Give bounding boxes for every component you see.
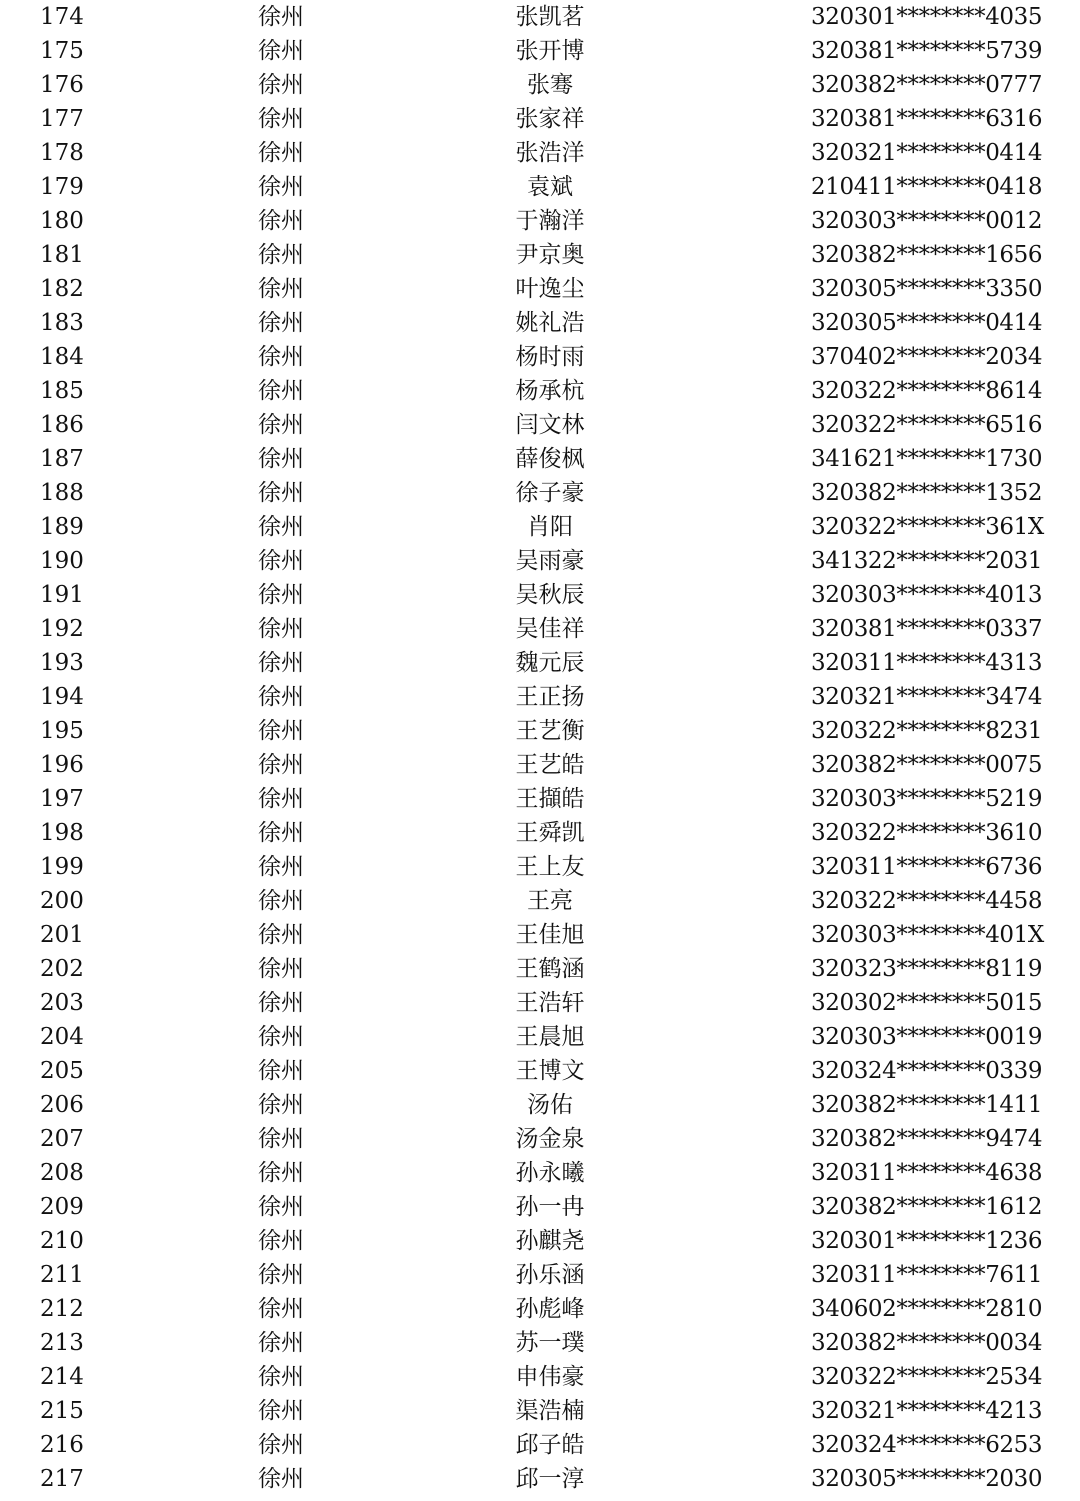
row-id-number: 320311********4638: [811, 1160, 1043, 1186]
row-number: 197: [40, 786, 84, 812]
table-row: [0, 1156, 1080, 1190]
row-name: 闫文林: [515, 412, 585, 438]
row-city: 徐州: [258, 956, 304, 982]
row-number: 195: [40, 718, 84, 744]
table-row: [0, 714, 1080, 748]
row-city: 徐州: [258, 514, 304, 540]
table-row: [0, 748, 1080, 782]
row-city: 徐州: [258, 276, 304, 302]
row-name: 张浩洋: [515, 140, 585, 166]
row-name: 袁斌: [527, 174, 573, 200]
row-city: 徐州: [258, 242, 304, 268]
row-id-number: 320322********361X: [811, 514, 1044, 540]
table-row: [0, 1224, 1080, 1258]
row-name: 孙一冉: [515, 1194, 585, 1220]
row-name: 徐子豪: [515, 480, 585, 506]
row-name: 申伟豪: [515, 1364, 585, 1390]
table-row: [0, 272, 1080, 306]
row-number: 199: [40, 854, 84, 880]
row-id-number: 320381********6316: [811, 106, 1043, 132]
row-city: 徐州: [258, 72, 304, 98]
row-city: 徐州: [258, 752, 304, 778]
row-city: 徐州: [258, 1262, 304, 1288]
row-id-number: 320382********1612: [811, 1194, 1043, 1220]
row-id-number: 320301********1236: [811, 1228, 1043, 1254]
row-city: 徐州: [258, 1058, 304, 1084]
table-row: [0, 340, 1080, 374]
table-row: [0, 952, 1080, 986]
row-city: 徐州: [258, 412, 304, 438]
row-city: 徐州: [258, 1398, 304, 1424]
row-id-number: 320303********4013: [811, 582, 1043, 608]
row-city: 徐州: [258, 650, 304, 676]
row-id-number: 320382********0034: [811, 1330, 1043, 1356]
row-id-number: 320324********6253: [811, 1432, 1043, 1458]
row-name: 吴秋辰: [515, 582, 585, 608]
row-id-number: 320301********4035: [811, 4, 1043, 30]
row-number: 175: [40, 38, 84, 64]
row-id-number: 320382********9474: [811, 1126, 1043, 1152]
row-id-number: 320381********5739: [811, 38, 1043, 64]
row-name: 王艺衡: [515, 718, 585, 744]
row-number: 191: [40, 582, 84, 608]
row-name: 尹京奥: [515, 242, 585, 268]
row-name: 张开博: [515, 38, 585, 64]
table-row: [0, 442, 1080, 476]
table-row: [0, 1088, 1080, 1122]
row-id-number: 320311********6736: [811, 854, 1043, 880]
row-city: 徐州: [258, 616, 304, 642]
table-row: [0, 612, 1080, 646]
row-name: 王博文: [515, 1058, 585, 1084]
row-name: 张家祥: [515, 106, 585, 132]
row-city: 徐州: [258, 1092, 304, 1118]
row-id-number: 320322********8614: [811, 378, 1043, 404]
row-number: 189: [40, 514, 84, 540]
row-city: 徐州: [258, 1364, 304, 1390]
table-row: [0, 1326, 1080, 1360]
row-id-number: 320321********0414: [811, 140, 1043, 166]
row-name: 孙永曦: [515, 1160, 585, 1186]
table-row: [0, 782, 1080, 816]
row-number: 209: [40, 1194, 84, 1220]
row-id-number: 370402********2034: [811, 344, 1043, 370]
row-number: 204: [40, 1024, 84, 1050]
row-id-number: 320303********5219: [811, 786, 1043, 812]
table-row: [0, 1258, 1080, 1292]
table-row: [0, 408, 1080, 442]
row-city: 徐州: [258, 820, 304, 846]
row-city: 徐州: [258, 922, 304, 948]
table-row: [0, 1360, 1080, 1394]
row-number: 181: [40, 242, 84, 268]
row-id-number: 320322********3610: [811, 820, 1043, 846]
row-number: 214: [40, 1364, 84, 1390]
row-city: 徐州: [258, 378, 304, 404]
table-row: [0, 1462, 1080, 1496]
row-name: 孙麒尧: [515, 1228, 585, 1254]
row-city: 徐州: [258, 786, 304, 812]
row-id-number: 320302********5015: [811, 990, 1043, 1016]
row-id-number: 320322********8231: [811, 718, 1043, 744]
table-row: [0, 34, 1080, 68]
row-name: 王鹤涵: [515, 956, 585, 982]
row-name: 王佳旭: [515, 922, 585, 948]
row-name: 王浩轩: [515, 990, 585, 1016]
row-number: 187: [40, 446, 84, 472]
row-name: 苏一璞: [515, 1330, 585, 1356]
row-id-number: 320382********1656: [811, 242, 1043, 268]
row-number: 194: [40, 684, 84, 710]
row-name: 王擷皓: [515, 786, 585, 812]
row-name: 于瀚洋: [515, 208, 585, 234]
row-id-number: 320322********6516: [811, 412, 1043, 438]
row-number: 174: [40, 4, 84, 30]
row-name: 王晨旭: [515, 1024, 585, 1050]
row-city: 徐州: [258, 38, 304, 64]
table-row: [0, 1122, 1080, 1156]
row-name: 肖阳: [527, 514, 573, 540]
row-id-number: 320305********0414: [811, 310, 1043, 336]
table-row: [0, 1292, 1080, 1326]
table-row: [0, 544, 1080, 578]
row-number: 183: [40, 310, 84, 336]
row-city: 徐州: [258, 888, 304, 914]
table-row: [0, 1054, 1080, 1088]
row-city: 徐州: [258, 1466, 304, 1492]
row-name: 张骞: [527, 72, 573, 98]
table-row: [0, 0, 1080, 34]
row-number: 192: [40, 616, 84, 642]
table-row: [0, 986, 1080, 1020]
row-name: 孙彪峰: [515, 1296, 585, 1322]
table-row: [0, 102, 1080, 136]
row-id-number: 320305********3350: [811, 276, 1043, 302]
row-id-number: 210411********0418: [811, 174, 1043, 200]
row-name: 孙乐涵: [515, 1262, 585, 1288]
row-city: 徐州: [258, 106, 304, 132]
row-number: 202: [40, 956, 84, 982]
row-number: 176: [40, 72, 84, 98]
row-number: 207: [40, 1126, 84, 1152]
row-city: 徐州: [258, 1432, 304, 1458]
row-city: 徐州: [258, 174, 304, 200]
row-number: 188: [40, 480, 84, 506]
row-number: 198: [40, 820, 84, 846]
row-id-number: 320305********2030: [811, 1466, 1043, 1492]
table-row: [0, 680, 1080, 714]
table-row: [0, 510, 1080, 544]
row-city: 徐州: [258, 446, 304, 472]
row-number: 210: [40, 1228, 84, 1254]
row-city: 徐州: [258, 684, 304, 710]
table-row: [0, 204, 1080, 238]
row-id-number: 320311********4313: [811, 650, 1043, 676]
table-row: [0, 1394, 1080, 1428]
row-number: 208: [40, 1160, 84, 1186]
row-name: 薛俊枫: [515, 446, 585, 472]
row-city: 徐州: [258, 1228, 304, 1254]
row-number: 206: [40, 1092, 84, 1118]
row-number: 205: [40, 1058, 84, 1084]
row-number: 216: [40, 1432, 84, 1458]
row-id-number: 320303********0019: [811, 1024, 1043, 1050]
row-city: 徐州: [258, 140, 304, 166]
row-name: 王亮: [527, 888, 573, 914]
row-city: 徐州: [258, 480, 304, 506]
table-row: [0, 306, 1080, 340]
row-name: 王上友: [515, 854, 585, 880]
row-city: 徐州: [258, 344, 304, 370]
row-number: 200: [40, 888, 84, 914]
row-city: 徐州: [258, 1194, 304, 1220]
row-name: 渠浩楠: [515, 1398, 585, 1424]
table-row: [0, 374, 1080, 408]
row-name: 叶逸尘: [515, 276, 585, 302]
row-id-number: 340602********2810: [811, 1296, 1043, 1322]
row-number: 201: [40, 922, 84, 948]
row-name: 汤金泉: [515, 1126, 585, 1152]
table-row: [0, 170, 1080, 204]
row-number: 178: [40, 140, 84, 166]
row-name: 邱子皓: [515, 1432, 585, 1458]
table-row: [0, 1190, 1080, 1224]
row-city: 徐州: [258, 990, 304, 1016]
row-id-number: 320303********0012: [811, 208, 1043, 234]
row-city: 徐州: [258, 854, 304, 880]
row-number: 180: [40, 208, 84, 234]
table-row: [0, 918, 1080, 952]
table-row: [0, 238, 1080, 272]
table-row: [0, 646, 1080, 680]
row-city: 徐州: [258, 4, 304, 30]
table-row: [0, 1428, 1080, 1462]
row-id-number: 320324********0339: [811, 1058, 1043, 1084]
row-name: 杨时雨: [515, 344, 585, 370]
row-id-number: 320303********401X: [811, 922, 1044, 948]
row-number: 193: [40, 650, 84, 676]
table-row: [0, 68, 1080, 102]
row-name: 姚礼浩: [515, 310, 585, 336]
table-row: [0, 816, 1080, 850]
row-id-number: 341621********1730: [811, 446, 1043, 472]
table-row: [0, 136, 1080, 170]
row-number: 213: [40, 1330, 84, 1356]
row-number: 215: [40, 1398, 84, 1424]
row-id-number: 320321********3474: [811, 684, 1043, 710]
row-number: 203: [40, 990, 84, 1016]
row-id-number: 320323********8119: [811, 956, 1043, 982]
row-id-number: 320382********0777: [811, 72, 1043, 98]
row-name: 吴佳祥: [515, 616, 585, 642]
row-city: 徐州: [258, 208, 304, 234]
row-name: 王舜凯: [515, 820, 585, 846]
row-city: 徐州: [258, 1126, 304, 1152]
row-number: 179: [40, 174, 84, 200]
row-name: 汤佑: [527, 1092, 573, 1118]
row-name: 王艺皓: [515, 752, 585, 778]
row-name: 邱一淳: [515, 1466, 585, 1492]
row-city: 徐州: [258, 718, 304, 744]
row-number: 211: [40, 1262, 84, 1288]
row-number: 185: [40, 378, 84, 404]
row-name: 魏元辰: [515, 650, 585, 676]
row-number: 184: [40, 344, 84, 370]
row-number: 212: [40, 1296, 84, 1322]
row-id-number: 341322********2031: [811, 548, 1043, 574]
row-number: 190: [40, 548, 84, 574]
row-number: 182: [40, 276, 84, 302]
row-id-number: 320311********7611: [811, 1262, 1043, 1288]
row-name: 吴雨豪: [515, 548, 585, 574]
row-id-number: 320382********1411: [811, 1092, 1043, 1118]
row-city: 徐州: [258, 548, 304, 574]
row-city: 徐州: [258, 582, 304, 608]
row-name: 张凯茗: [515, 4, 585, 30]
row-name: 王正扬: [515, 684, 585, 710]
row-city: 徐州: [258, 1296, 304, 1322]
row-city: 徐州: [258, 1330, 304, 1356]
row-city: 徐州: [258, 1160, 304, 1186]
table-row: [0, 1020, 1080, 1054]
row-id-number: 320321********4213: [811, 1398, 1043, 1424]
row-id-number: 320382********1352: [811, 480, 1043, 506]
row-id-number: 320381********0337: [811, 616, 1043, 642]
row-number: 177: [40, 106, 84, 132]
row-id-number: 320322********4458: [811, 888, 1043, 914]
table-row: [0, 476, 1080, 510]
row-id-number: 320322********2534: [811, 1364, 1043, 1390]
table-row: [0, 578, 1080, 612]
row-city: 徐州: [258, 1024, 304, 1050]
table-row: [0, 850, 1080, 884]
row-city: 徐州: [258, 310, 304, 336]
row-name: 杨承杭: [515, 378, 585, 404]
row-number: 186: [40, 412, 84, 438]
row-number: 196: [40, 752, 84, 778]
row-id-number: 320382********0075: [811, 752, 1043, 778]
row-number: 217: [40, 1466, 84, 1492]
table-row: [0, 884, 1080, 918]
